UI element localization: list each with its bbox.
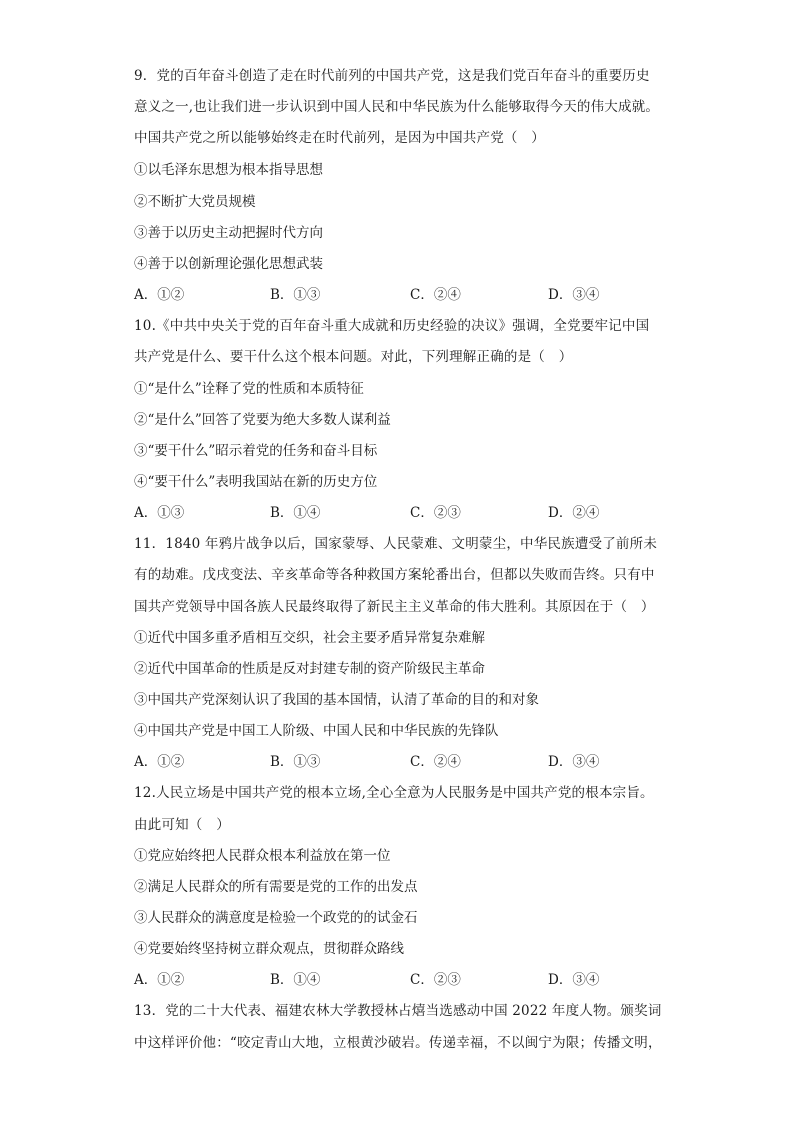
statement-item: ③“要干什么”昭示着党的任务和奋斗目标 [134, 443, 378, 459]
statement-item: ②“是什么”回答了党要为绝大多数人谋利益 [134, 412, 391, 428]
answer-options [134, 285, 654, 305]
option-a: A．①③ [134, 505, 185, 521]
option-d: D．③④ [548, 754, 600, 770]
option-c: C．②④ [410, 754, 461, 770]
option-b: B．①③ [270, 287, 321, 303]
option-c: C．②④ [410, 287, 461, 303]
statement-item: ④党要始终坚持树立群众观点，贯彻群众路线 [134, 941, 404, 957]
answer-options [134, 970, 654, 990]
statement-item: ③中国共产党深刻认识了我国的基本国情，认清了革命的目的和对象 [134, 692, 539, 708]
statement-item: ③人民群众的满意度是检验一个政党的的试金石 [134, 910, 418, 926]
statement-item: ①以毛泽东思想为根本指导思想 [134, 162, 323, 178]
question-stem-line: 12.人民立场是中国共产党的根本立场,全心全意为人民服务是中国共产党的根本宗旨。 [134, 785, 654, 801]
option-b: B．①④ [270, 505, 321, 521]
question-stem-line: 共产党是什么、要干什么这个根本问题。对此，下列理解正确的是（ ） [134, 349, 573, 365]
statement-item: ①“是什么”诠释了党的性质和本质特征 [134, 381, 364, 397]
statement-item: ②满足人民群众的所有需要是党的工作的出发点 [134, 879, 418, 895]
option-c: C．②③ [410, 505, 461, 521]
question-stem-line: 9．党的百年奋斗创造了走在时代前列的中国共产党，这是我们党百年奋斗的重要历史 [134, 68, 650, 84]
statement-item: ④善于以创新理论强化思想武装 [134, 256, 323, 272]
answer-options [134, 503, 654, 523]
option-a: A．①② [134, 287, 185, 303]
option-b: B．①③ [270, 754, 321, 770]
option-b: B．①④ [270, 972, 321, 988]
question-stem-line: 中国共产党之所以能够始终走在时代前列，是因为中国共产党（ ） [134, 130, 545, 146]
question-stem-line: 10.《中共中央关于党的百年奋斗重大成就和历史经验的决议》强调，全党要牢记中国 [134, 318, 650, 334]
statement-item: ④中国共产党是中国工人阶级、中国人民和中华民族的先锋队 [134, 723, 499, 739]
option-d: D．③④ [548, 972, 600, 988]
statement-item: ②不断扩大党员规模 [134, 194, 256, 210]
question-stem-line: 13．党的二十大代表、福建农林大学教授林占熺当选感动中国 2022 年度人物。颁奖词 [134, 1003, 662, 1019]
option-c: C．②③ [410, 972, 461, 988]
question-stem-line: 有的劫难。戊戌变法、辛亥革命等各种救国方案轮番出台，但都以失败而告终。只有中 [134, 567, 655, 583]
statement-item: ③善于以历史主动把握时代方向 [134, 225, 323, 241]
answer-options [134, 752, 654, 772]
question-stem-line: 意义之一,也让我们进一步认识到中国人民和中华民族为什么能够取得今天的伟大成就。 [134, 99, 660, 115]
statement-item: ①党应始终把人民群众根本利益放在第一位 [134, 848, 391, 864]
option-d: D．③④ [548, 287, 600, 303]
question-stem-line: 由此可知（ ） [134, 817, 230, 833]
statement-item: ④“要干什么”表明我国站在新的历史方位 [134, 474, 378, 490]
option-d: D．②④ [548, 505, 600, 521]
question-stem-line: 国共产党领导中国各族人民最终取得了新民主主义革命的伟大胜利。其原因在于（ ） [134, 599, 655, 615]
statement-item: ②近代中国革命的性质是反对封建专制的资产阶级民主革命 [134, 661, 485, 677]
statement-item: ①近代中国多重矛盾相互交织，社会主要矛盾异常复杂难解 [134, 630, 485, 646]
question-stem-line: 中这样评价他：“咬定青山大地，立根黄沙破岩。传递幸福，不以闽宁为限；传播文明， [134, 1035, 662, 1051]
question-stem-line: 11．1840 年鸦片战争以后，国家蒙辱、人民蒙难、文明蒙尘，中华民族遭受了前所未 [134, 536, 658, 552]
option-a: A．①② [134, 754, 185, 770]
option-a: A．①② [134, 972, 185, 988]
